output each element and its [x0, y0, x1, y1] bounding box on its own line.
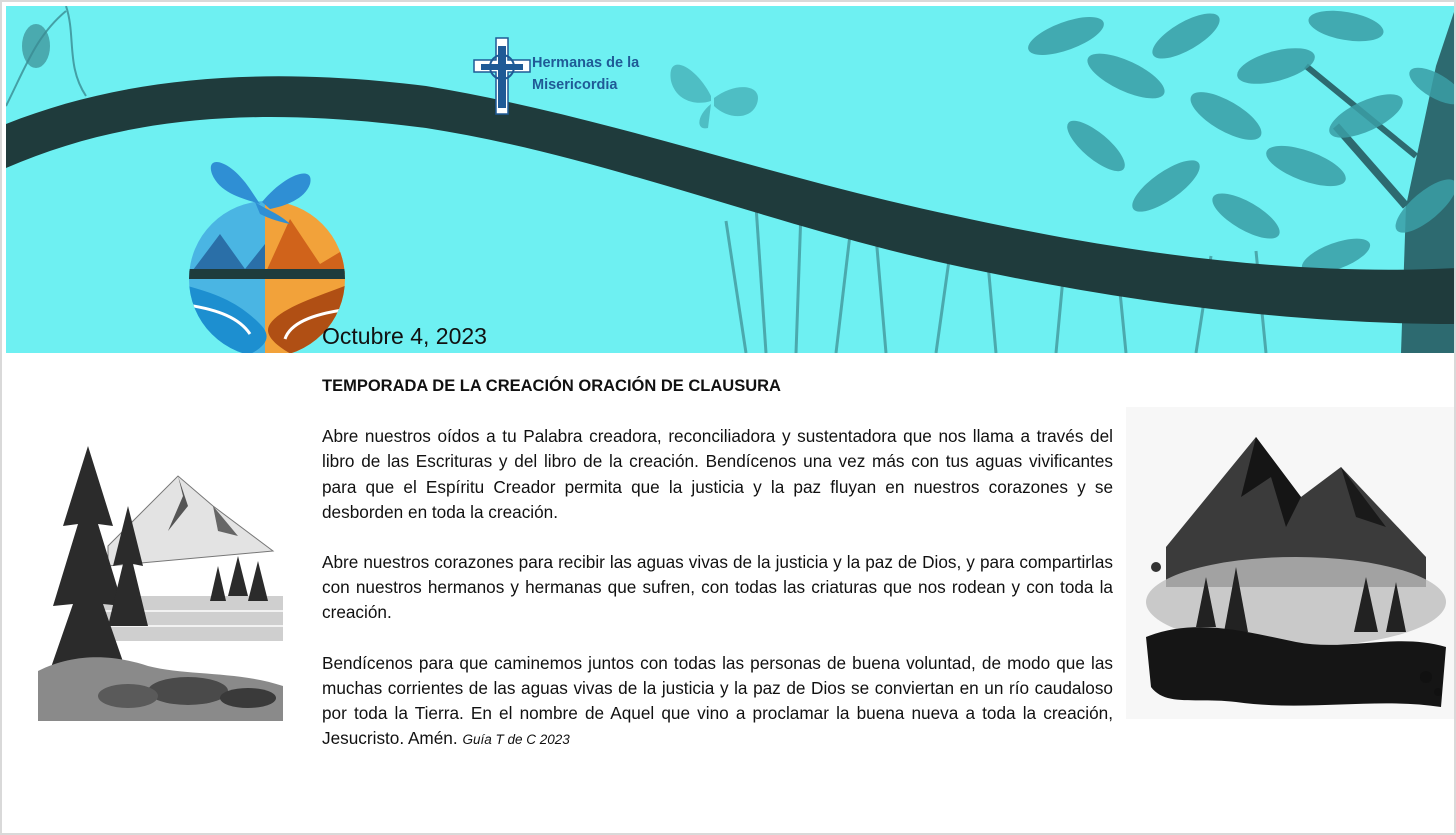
- org-name-line1: Hermanas de la: [532, 55, 640, 71]
- forest-lake-illustration: [38, 436, 288, 721]
- prayer-body: [322, 374, 1113, 777]
- org-name-line2: Misericordia: [532, 77, 618, 93]
- prayer-title: TEMPORADA DE LA CREACIÓN ORACIÓN DE CLAUSURA: [322, 377, 781, 395]
- page-date: Octubre 4, 2023: [322, 323, 487, 349]
- prayer-paragraph-2: Abre nuestros corazones para recibir las aguas vivas de la justicia y la paz de Dios, y para compartirlas con nuestros hermanos y hermanas que sufren, con todas las criaturas que nos rodean y con toda la creación.: [322, 552, 1113, 623]
- prayer-paragraph-3-text: Bendícenos para que caminemos juntos con todas las personas de buena voluntad, de modo que las muchas corrientes de las aguas vivas de la justicia y la paz de Dios se conviertan en un río caudaloso por toda la Tierra. En el nombre de Aquel que vino a proclamar la buena nueva a toda la creación, Jesucristo. Amén.: [322, 652, 1113, 749]
- ink-mountain-illustration: [1126, 407, 1456, 719]
- prayer-paragraph-1: Abre nuestros oídos a tu Palabra creadora, reconciliadora y sustentadora que nos llama a través del libro de las Escrituras y del libro de la creación. Bendícenos una vez más con tus aguas vivificantes para que el Espíritu Creador permita que la justicia y la paz fluyan en nuestros corazones y se desborden en toda la creación.: [322, 426, 1113, 522]
- banner-art: [6, 6, 1456, 353]
- prayer-paragraph-3: [322, 651, 1113, 753]
- org-name: [532, 52, 639, 96]
- source-credit: Guía T de C 2023: [462, 732, 570, 748]
- header-banner: [6, 6, 1456, 353]
